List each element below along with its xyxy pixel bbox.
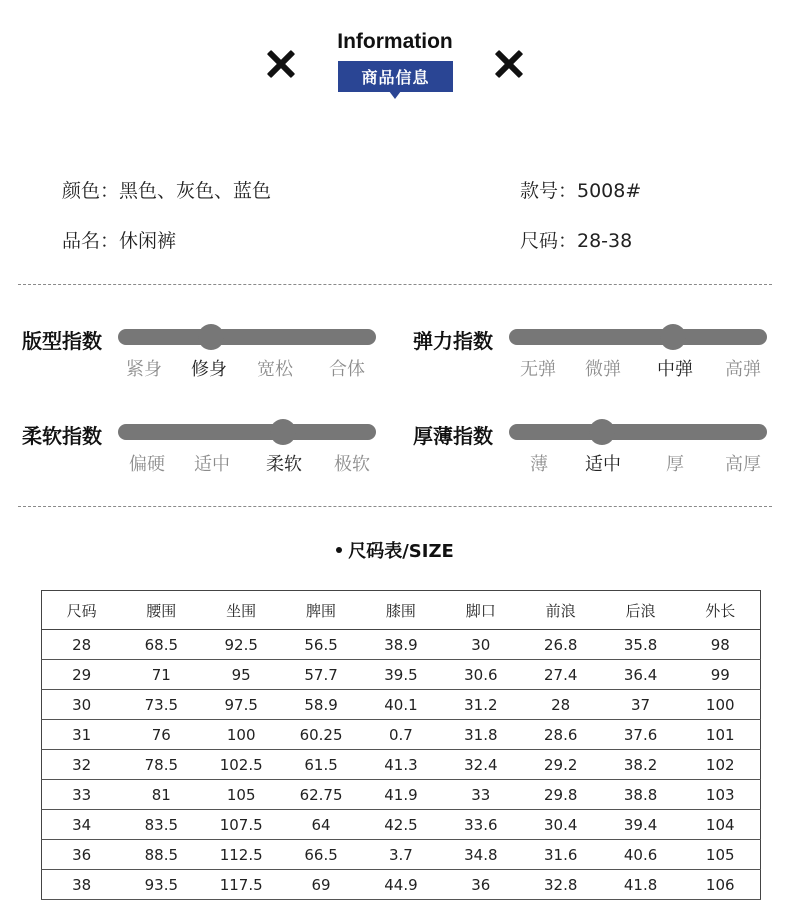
table-cell: 32.4 [441,750,521,780]
table-cell: 105 [681,840,761,870]
badge-pointer [389,91,401,99]
index-option: 偏硬 [129,454,165,475]
table-cell: 27.4 [521,660,601,690]
bullet-icon [336,547,342,553]
table-header-cell: 前浪 [521,591,601,630]
table-cell: 88.5 [121,840,201,870]
index-label: 厚薄指数 [413,424,493,448]
index-knob [270,419,296,445]
table-header-cell: 坐围 [201,591,281,630]
table-row [42,870,761,900]
table-cell: 36 [441,870,521,900]
index-option: 宽松 [257,359,293,380]
table-cell: 66.5 [281,840,361,870]
close-icon [267,50,295,78]
table-cell: 56.5 [281,630,361,660]
table-cell: 39.4 [601,810,681,840]
header-badge: 商品信息 [338,61,453,92]
divider [18,284,772,285]
info-color: 颜色：黑色、灰色、蓝色 [62,180,272,202]
table-cell: 100 [681,690,761,720]
table-cell: 103 [681,780,761,810]
size-heading-text: 尺码表/SIZE [348,541,454,562]
table-cell: 31.6 [521,840,601,870]
close-icon [495,50,523,78]
table-cell: 30.6 [441,660,521,690]
table-cell: 31 [42,720,122,750]
table-cell: 3.7 [361,840,441,870]
table-header-cell: 腰围 [121,591,201,630]
table-row [42,840,761,870]
table-cell: 33 [441,780,521,810]
table-cell: 97.5 [201,690,281,720]
index-track [118,329,376,345]
table-cell: 99 [681,660,761,690]
table-cell: 58.9 [281,690,361,720]
index-option: 高厚 [725,454,761,475]
table-cell: 102.5 [201,750,281,780]
index-option-selected: 中弹 [657,359,693,380]
table-cell: 38.9 [361,630,441,660]
table-cell: 30 [441,630,521,660]
table-cell: 102 [681,750,761,780]
table-cell: 30.4 [521,810,601,840]
index-option-selected: 修身 [191,359,227,380]
index-option-selected: 适中 [585,454,621,475]
table-cell: 29.8 [521,780,601,810]
table-cell: 34.8 [441,840,521,870]
table-cell: 76 [121,720,201,750]
table-cell: 40.1 [361,690,441,720]
table-cell: 28.6 [521,720,601,750]
table-cell: 106 [681,870,761,900]
info-style-number: 款号：5008# [520,180,642,202]
table-cell: 36.4 [601,660,681,690]
table-cell: 28 [42,630,122,660]
table-row [42,660,761,690]
table-header-cell: 脚口 [441,591,521,630]
table-header-cell: 后浪 [601,591,681,630]
table-cell: 32.8 [521,870,601,900]
table-cell: 0.7 [361,720,441,750]
table-row [42,720,761,750]
table-header-row [42,591,761,630]
table-cell: 68.5 [121,630,201,660]
index-option: 无弹 [520,359,556,380]
table-cell: 41.9 [361,780,441,810]
index-label: 版型指数 [22,329,102,353]
table-cell: 40.6 [601,840,681,870]
table-row [42,630,761,660]
table-cell: 38 [42,870,122,900]
divider [18,506,772,507]
index-option-selected: 柔软 [266,454,302,475]
info-size-range: 尺码：28-38 [520,230,633,252]
table-cell: 44.9 [361,870,441,900]
table-cell: 41.3 [361,750,441,780]
table-body [42,630,761,900]
table-header-cell: 尺码 [42,591,122,630]
table-cell: 104 [681,810,761,840]
table-cell: 112.5 [201,840,281,870]
table-cell: 32 [42,750,122,780]
table-cell: 38.8 [601,780,681,810]
table-cell: 31.2 [441,690,521,720]
table-cell: 64 [281,810,361,840]
table-cell: 29 [42,660,122,690]
table-cell: 34 [42,810,122,840]
table-cell: 26.8 [521,630,601,660]
index-option: 适中 [194,454,230,475]
table-cell: 37.6 [601,720,681,750]
table-cell: 31.8 [441,720,521,750]
index-option: 紧身 [126,359,162,380]
index-track [509,424,767,440]
index-label: 柔软指数 [22,424,102,448]
table-cell: 117.5 [201,870,281,900]
table-row [42,780,761,810]
table-row [42,690,761,720]
index-option: 微弹 [585,359,621,380]
index-option: 高弹 [725,359,761,380]
table-cell: 100 [201,720,281,750]
index-option: 极软 [334,454,370,475]
index-track [509,329,767,345]
table-cell: 83.5 [121,810,201,840]
table-cell: 29.2 [521,750,601,780]
size-heading [295,537,495,563]
table-cell: 107.5 [201,810,281,840]
table-cell: 62.75 [281,780,361,810]
table-cell: 60.25 [281,720,361,750]
table-cell: 38.2 [601,750,681,780]
size-table [41,590,761,900]
table-cell: 39.5 [361,660,441,690]
table-cell: 69 [281,870,361,900]
index-option: 薄 [530,454,548,475]
table-header-cell: 脾围 [281,591,361,630]
index-label: 弹力指数 [413,329,493,353]
index-track [118,424,376,440]
table-cell: 35.8 [601,630,681,660]
table-cell: 98 [681,630,761,660]
index-knob [589,419,615,445]
table-cell: 57.7 [281,660,361,690]
table-cell: 71 [121,660,201,690]
table-row [42,810,761,840]
table-cell: 37 [601,690,681,720]
table-cell: 92.5 [201,630,281,660]
table-cell: 33 [42,780,122,810]
table-cell: 81 [121,780,201,810]
table-header-cell: 膝围 [361,591,441,630]
table-cell: 93.5 [121,870,201,900]
table-cell: 41.8 [601,870,681,900]
info-product-name: 品名：休闲裤 [62,230,177,252]
table-row [42,750,761,780]
table-cell: 78.5 [121,750,201,780]
table-cell: 101 [681,720,761,750]
index-option: 厚 [666,454,684,475]
table-cell: 33.6 [441,810,521,840]
table-cell: 42.5 [361,810,441,840]
index-knob [660,324,686,350]
table-cell: 105 [201,780,281,810]
header-title: Information [337,30,453,53]
index-option: 合体 [329,359,365,380]
table-header-cell: 外长 [681,591,761,630]
table-cell: 30 [42,690,122,720]
index-knob [198,324,224,350]
table-cell: 95 [201,660,281,690]
table-cell: 61.5 [281,750,361,780]
table-cell: 28 [521,690,601,720]
table-cell: 36 [42,840,122,870]
table-cell: 73.5 [121,690,201,720]
